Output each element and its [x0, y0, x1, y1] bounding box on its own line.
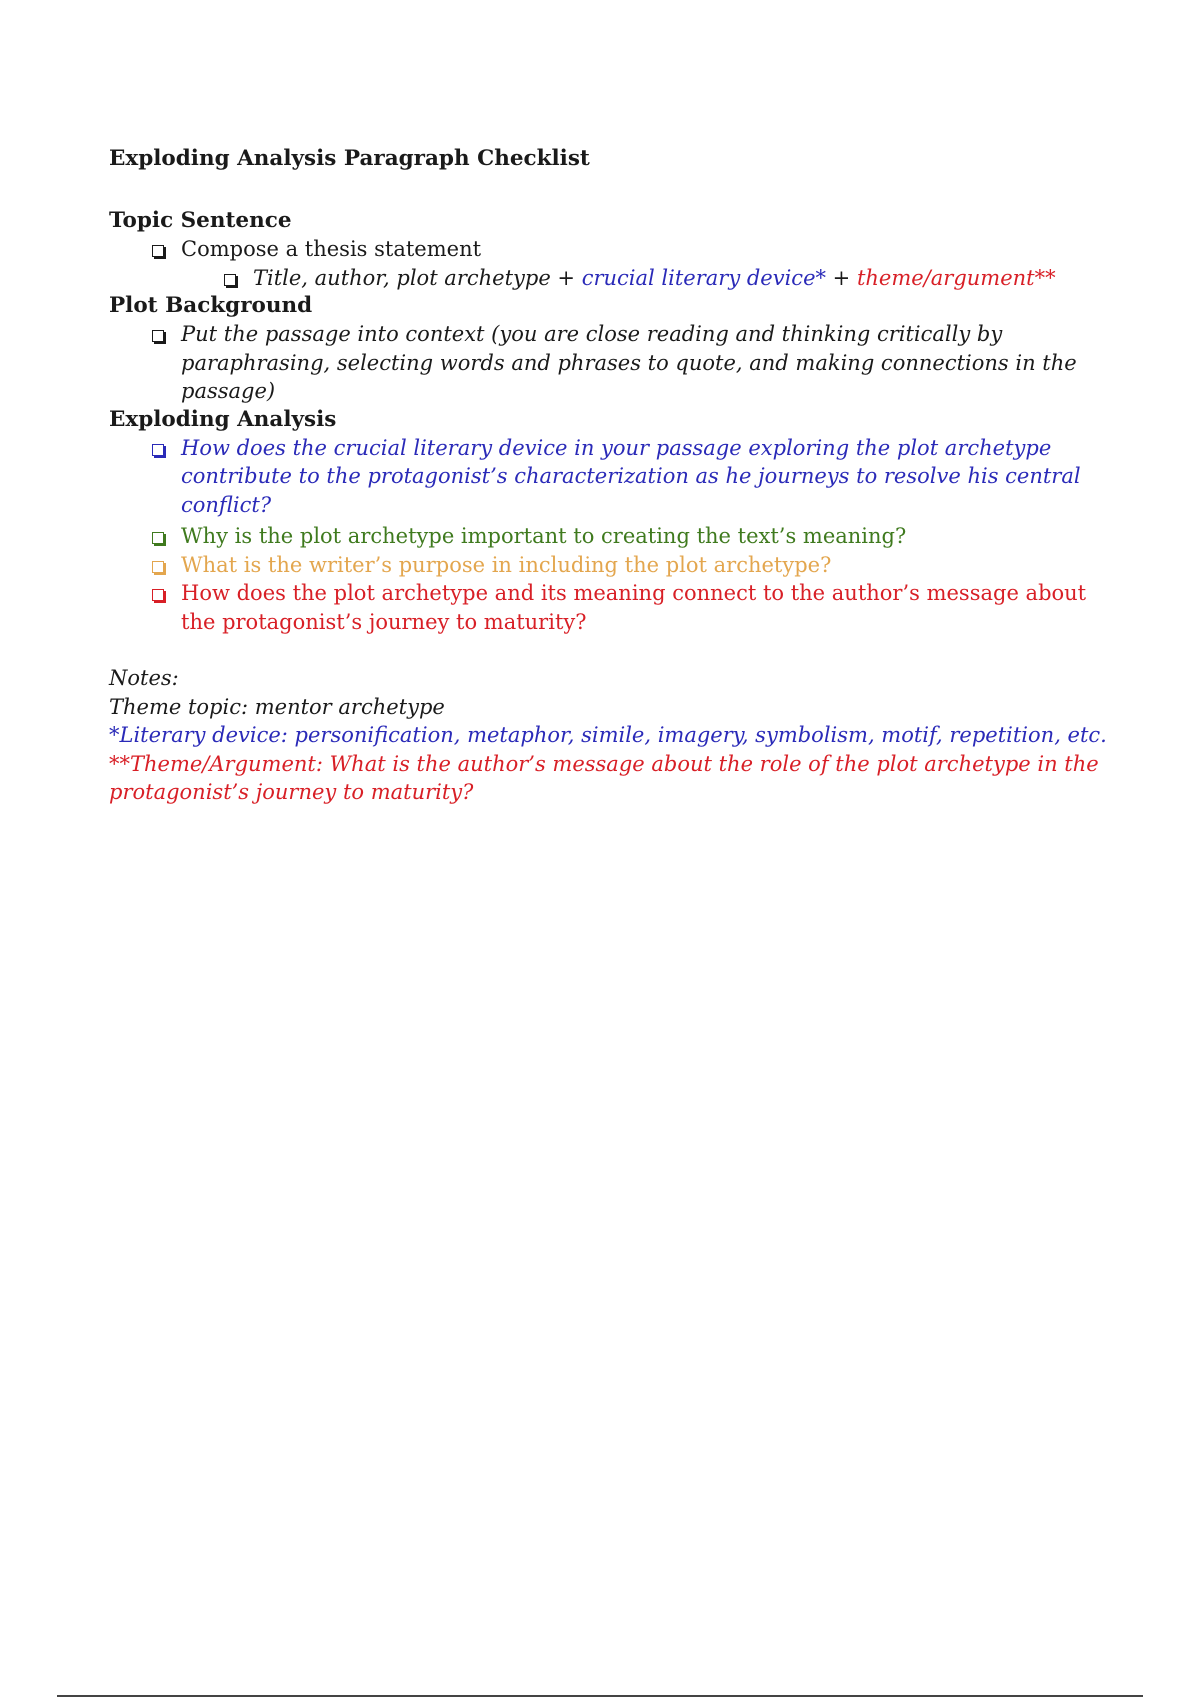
checklist-subitem-thesis-formula [109, 264, 1124, 293]
checklist-item-literary-device-question [109, 434, 1124, 520]
formula-part-literary-device: crucial literary device* [581, 265, 826, 290]
section-heading-exploding-analysis: Exploding Analysis [109, 406, 337, 432]
checklist-item-context [109, 320, 1124, 406]
checklist-item-text: Compose a thesis statement [181, 237, 482, 261]
checkbox-icon[interactable] [152, 444, 164, 456]
notes-theme-topic: Theme topic: mentor archetype [109, 694, 445, 719]
checklist-content [109, 144, 1124, 807]
checkbox-icon[interactable] [224, 274, 236, 286]
formula-part-plus: + [826, 265, 857, 290]
checkbox-icon[interactable] [152, 532, 164, 544]
checklist-item-meaning-question [109, 522, 1124, 551]
checklist-item-purpose-question [109, 551, 1124, 580]
checklist-item-text: How does the crucial literary device in your passage exploring the plot archetype contribute to the protagonist’s characterization as he journeys to resolve his central conflict? [181, 435, 1081, 517]
checkbox-icon[interactable] [152, 330, 164, 342]
checklist-item-text: How does the plot archetype and its meaning connect to the author’s message about the protagonist’s journey to maturity? [181, 581, 1087, 634]
checklist-item-message-question [109, 579, 1124, 636]
checkbox-icon[interactable] [152, 245, 164, 257]
checkbox-icon[interactable] [152, 589, 164, 601]
notes-literary-device: *Literary device: personification, metaphor, simile, imagery, symbolism, motif, repetition, etc. [109, 723, 1107, 747]
checklist-item-compose-thesis [109, 235, 1124, 264]
footer-divider [57, 1695, 1143, 1697]
checklist-item-text: Put the passage into context (you are close reading and thinking critically by paraphrasing, selecting words and phrases to quote, and making connections in the passage) [181, 322, 1077, 403]
checklist-item-text: Why is the plot archetype important to creating the text’s meaning? [181, 524, 907, 548]
section-heading-plot-background: Plot Background [109, 293, 313, 318]
notes-section [109, 664, 1124, 807]
formula-part-theme-argument: theme/argument** [856, 265, 1056, 290]
notes-theme-argument: **Theme/Argument: What is the author’s message about the role of the plot archetype in the protagonist’s journey to maturity? [109, 751, 1099, 804]
notes-label: Notes: [109, 666, 179, 690]
formula-part-title-author: Title, author, plot archetype + [253, 265, 582, 290]
checklist-item-text: What is the writer’s purpose in including the plot archetype? [181, 552, 832, 577]
checkbox-icon[interactable] [152, 561, 164, 573]
document-title: Exploding Analysis Paragraph Checklist [109, 146, 590, 171]
section-heading-topic-sentence: Topic Sentence [109, 208, 292, 233]
